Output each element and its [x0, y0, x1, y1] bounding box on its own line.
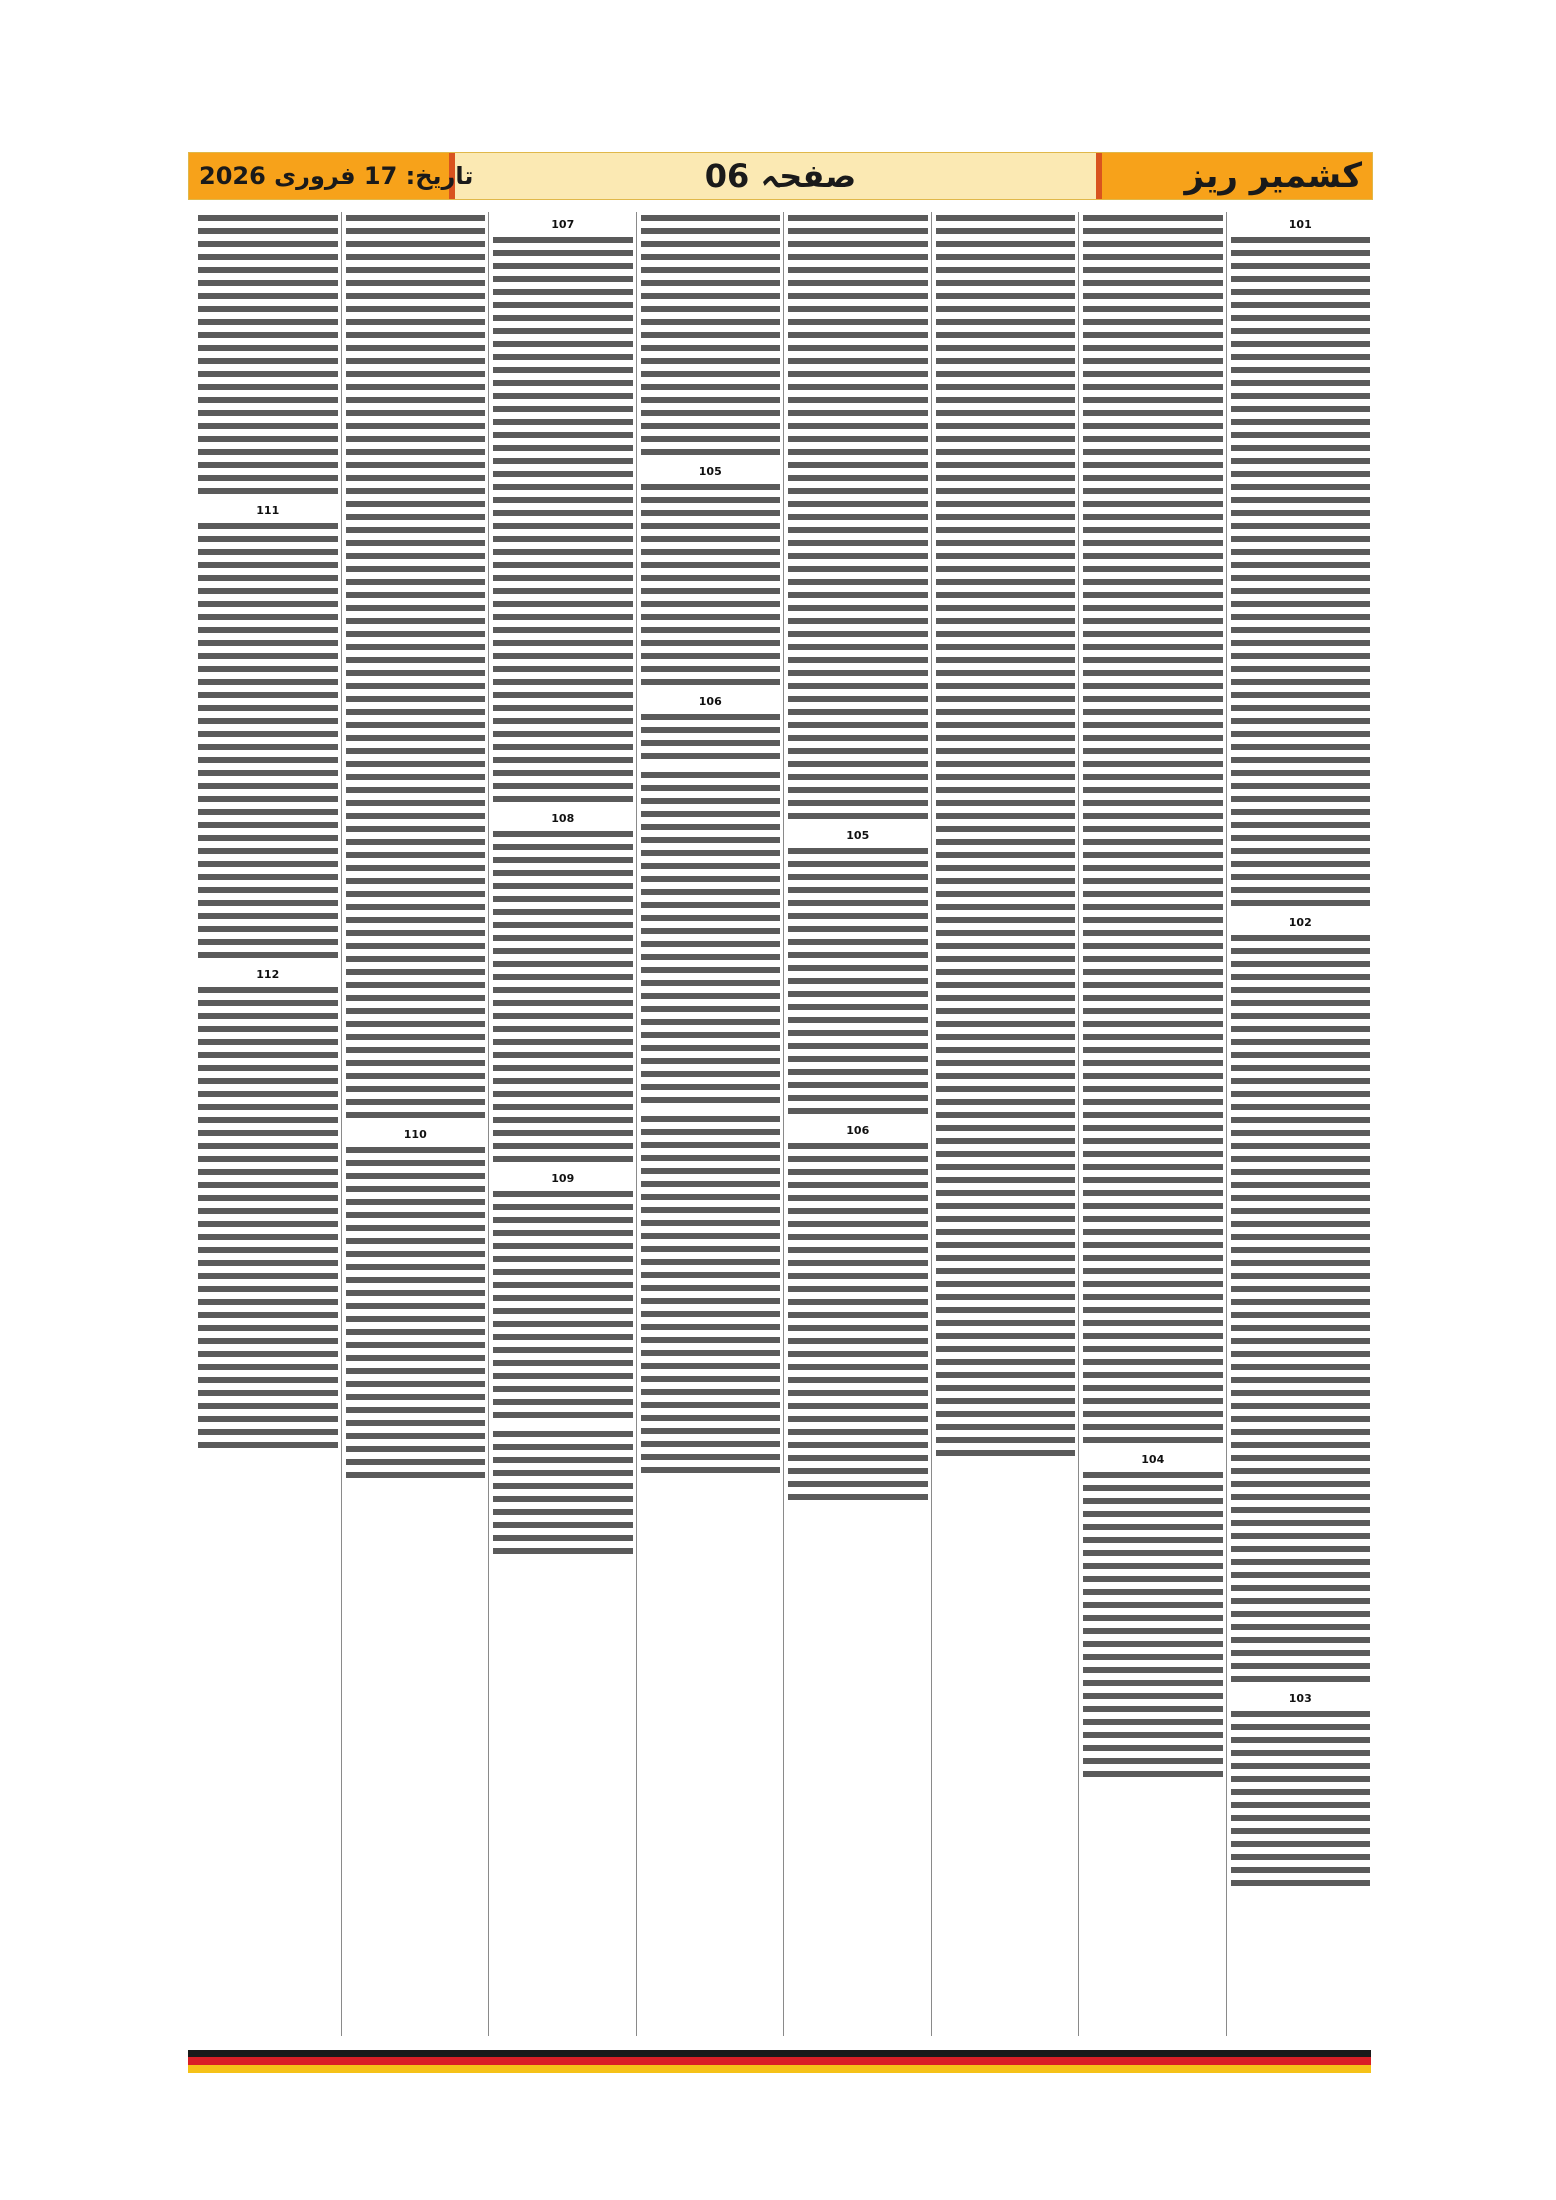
- news-item-body: [788, 212, 928, 823]
- news-item-body: [493, 1428, 633, 1558]
- column-rule: [931, 212, 932, 2036]
- news-item-body: [936, 212, 1076, 1460]
- column-rule: [1226, 212, 1227, 2036]
- news-item-body: [641, 1113, 781, 1477]
- news-item-number: 105: [846, 829, 870, 842]
- footer-stripe-black: [188, 2050, 1371, 2057]
- news-item-number: 107: [551, 218, 575, 231]
- text-column-8: [198, 212, 338, 2036]
- news-item-number: 106: [846, 1124, 870, 1137]
- news-item-number: 108: [551, 812, 575, 825]
- news-item-number: 101: [1288, 218, 1312, 231]
- text-column-4: [788, 212, 928, 2036]
- news-item-body: [641, 711, 781, 763]
- news-item-number: 106: [698, 695, 722, 708]
- news-item-number: 102: [1288, 916, 1312, 929]
- footer-stripe-red: [188, 2057, 1371, 2065]
- news-item-number: 105: [698, 465, 722, 478]
- news-item-body: [346, 1144, 486, 1482]
- news-item-body: [1231, 234, 1371, 910]
- news-item-number: 111: [256, 504, 280, 517]
- news-item-body: [493, 828, 633, 1166]
- news-item-body: [1083, 1469, 1223, 1781]
- newspaper-masthead: کشمیر ریز: [1184, 156, 1362, 196]
- column-rule: [1078, 212, 1079, 2036]
- column-rule: [341, 212, 342, 2036]
- issue-date: تاریخ: 17 فروری 2026: [199, 162, 474, 190]
- text-column-3: [936, 212, 1076, 2036]
- news-item-number: 104: [1141, 1453, 1165, 1466]
- page-number-label: صفحہ 06: [704, 157, 857, 195]
- news-item-body: [641, 769, 781, 1107]
- news-item-body: [641, 212, 781, 459]
- news-item-body: [641, 481, 781, 689]
- news-item-body: [198, 212, 338, 498]
- news-item-number: 103: [1288, 1692, 1312, 1705]
- news-item-body: [493, 1188, 633, 1422]
- news-item-body: [198, 984, 338, 1452]
- news-item-number: 109: [551, 1172, 575, 1185]
- page-header: [188, 152, 1373, 200]
- news-item-body: [788, 1140, 928, 1504]
- column-rule: [636, 212, 637, 2036]
- news-item-number: 112: [256, 968, 280, 981]
- text-column-6: [493, 212, 633, 2036]
- text-column-1: [1231, 212, 1371, 2036]
- news-item-body: [198, 520, 338, 962]
- article-columns: [190, 212, 1370, 2036]
- footer-stripe-yellow: [188, 2065, 1371, 2073]
- text-column-2: [1083, 212, 1223, 2036]
- column-rule: [488, 212, 489, 2036]
- news-item-number: 110: [403, 1128, 427, 1141]
- news-item-body: [346, 212, 486, 1122]
- text-column-7: [346, 212, 486, 2036]
- date-block: [189, 153, 474, 199]
- news-item-body: [493, 234, 633, 806]
- news-item-body: [1231, 932, 1371, 1686]
- news-item-body: [1231, 1708, 1371, 1890]
- news-item-body: [788, 845, 928, 1118]
- news-item-body: [1083, 212, 1223, 1447]
- text-column-5: [641, 212, 781, 2036]
- column-rule: [783, 212, 784, 2036]
